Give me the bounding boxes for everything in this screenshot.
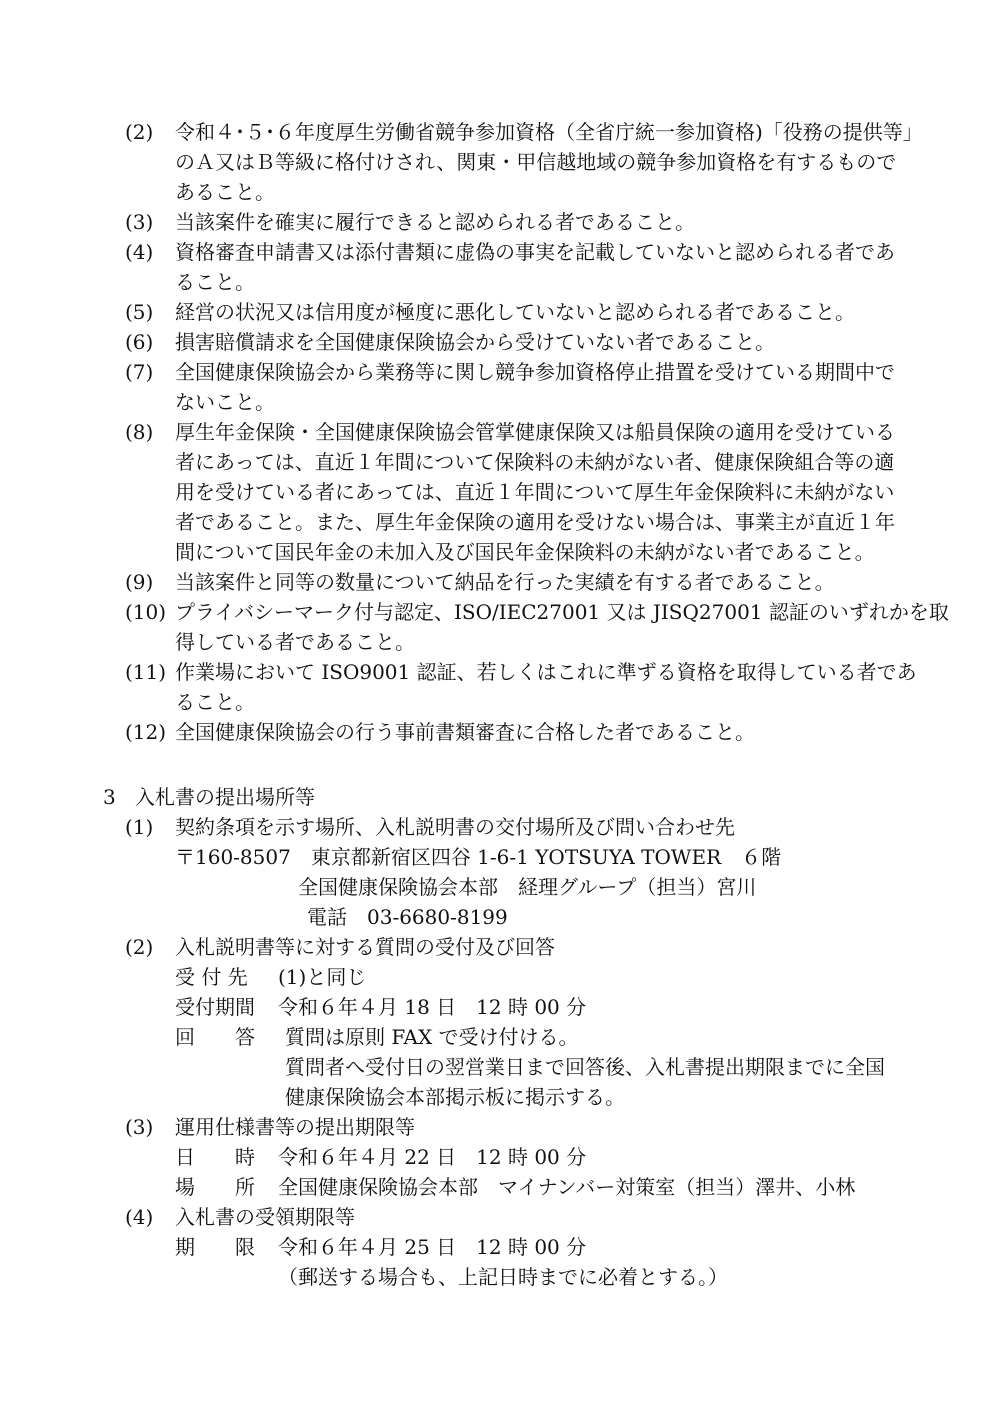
list-item-number: (6) [125, 330, 154, 354]
field-value: 質問者へ受付日の翌営業日まで回答後、入札書提出期限までに全国 [285, 1055, 885, 1079]
subsection-title: 入札説明書等に対する質問の受付及び回答 [175, 935, 555, 959]
contact-organization: 全国健康保険協会本部 経理グループ（担当）宮川 [298, 875, 757, 899]
list-item-number: (10) [125, 600, 167, 624]
list-item-text: ないこと。 [175, 390, 275, 414]
subsection-number: (2) [125, 935, 154, 959]
list-item-text: 間について国民年金の未加入及び国民年金保険料の未納がない者であること。 [175, 540, 875, 564]
field-value: (1)と同じ [278, 965, 367, 989]
list-item-number: (2) [125, 120, 154, 144]
list-item-text: 全国健康保険協会の行う事前書類審査に合格した者であること。 [175, 720, 755, 744]
list-item-text: あること。 [175, 180, 275, 204]
list-item-text: 当該案件と同等の数量について納品を行った実績を有する者であること。 [175, 570, 835, 594]
list-item-number: (7) [125, 360, 154, 384]
list-item-text: 得している者であること。 [175, 630, 415, 654]
subsection-number: (3) [125, 1115, 154, 1139]
field-value: 全国健康保険協会本部 マイナンバー対策室（担当）澤井、小林 [278, 1175, 856, 1199]
field-label: 回 答 [175, 1025, 255, 1049]
field-label: 日 時 [175, 1145, 255, 1169]
section-heading: 入札書の提出場所等 [135, 785, 315, 809]
subsection-title: 入札書の受領期限等 [175, 1205, 355, 1229]
list-item-text: 当該案件を確実に履行できると認められる者であること。 [175, 210, 695, 234]
field-value: 質問は原則 FAX で受け付ける。 [285, 1025, 579, 1049]
list-item-number: (8) [125, 420, 154, 444]
list-item-text: 令和４･５･６年度厚生労働省競争参加資格（全省庁統一参加資格)「役務の提供等」 [175, 120, 923, 144]
list-item-number: (5) [125, 300, 154, 324]
list-item-text: 者であること。また、厚生年金保険の適用を受けない場合は、事業主が直近１年 [175, 510, 895, 534]
subsection-number: (1) [125, 815, 154, 839]
list-item-number: (11) [125, 660, 167, 684]
field-value: 令和６年４月 25 日 12 時 00 分 [278, 1235, 587, 1259]
list-item-text: 厚生年金保険・全国健康保険協会管掌健康保険又は船員保険の適用を受けている [175, 420, 895, 444]
list-item-text: 損害賠償請求を全国健康保険協会から受けていない者であること。 [175, 330, 775, 354]
field-value: 令和６年４月 18 日 12 時 00 分 [278, 995, 587, 1019]
section-heading-number: 3 [103, 785, 116, 809]
field-value: 健康保険協会本部掲示板に掲示する。 [285, 1085, 625, 1109]
list-item-text: 作業場において ISO9001 認証、若しくはこれに準ずる資格を取得している者であ [175, 660, 917, 684]
subsection-title: 運用仕様書等の提出期限等 [175, 1115, 415, 1139]
list-item-text: 経営の状況又は信用度が極度に悪化していないと認められる者であること。 [175, 300, 855, 324]
field-label: 期 限 [175, 1235, 255, 1259]
list-item-number: (9) [125, 570, 154, 594]
list-item-number: (4) [125, 240, 154, 264]
deadline-note: （郵送する場合も、上記日時までに必着とする。） [278, 1265, 728, 1289]
list-item-text: 資格審査申請書又は添付書類に虚偽の事実を記載していないと認められる者であ [175, 240, 895, 264]
list-item-text: 者にあっては、直近１年間について保険料の未納がない者、健康保険組合等の適 [175, 450, 895, 474]
list-item-text: ること。 [175, 270, 255, 294]
list-item-text: のＡ又はＢ等級に格付けされ、関東・甲信越地域の競争参加資格を有するもので [175, 150, 897, 174]
list-item-text: プライバシーマーク付与認定、ISO/IEC27001 又は JISQ27001 認証のいずれかを取 [175, 600, 949, 624]
field-label: 受 付 先 [175, 965, 248, 989]
contact-phone: 電話 03-6680-8199 [307, 905, 508, 929]
subsection-title: 契約条項を示す場所、入札説明書の交付場所及び問い合わせ先 [175, 815, 735, 839]
list-item-number: (3) [125, 210, 154, 234]
field-value: 令和６年４月 22 日 12 時 00 分 [278, 1145, 587, 1169]
list-item-text: 用を受けている者にあっては、直近１年間について厚生年金保険料に未納がない [175, 480, 895, 504]
subsection-number: (4) [125, 1205, 154, 1229]
field-label: 受付期間 [175, 995, 255, 1019]
list-item-text: ること。 [175, 690, 255, 714]
field-label: 場 所 [175, 1175, 255, 1199]
list-item-number: (12) [125, 720, 167, 744]
list-item-text: 全国健康保険協会から業務等に関し競争参加資格停止措置を受けている期間中で [175, 360, 895, 384]
contact-address: 〒160-8507 東京都新宿区四谷 1-6-1 YOTSUYA TOWER ６階 [175, 845, 782, 869]
